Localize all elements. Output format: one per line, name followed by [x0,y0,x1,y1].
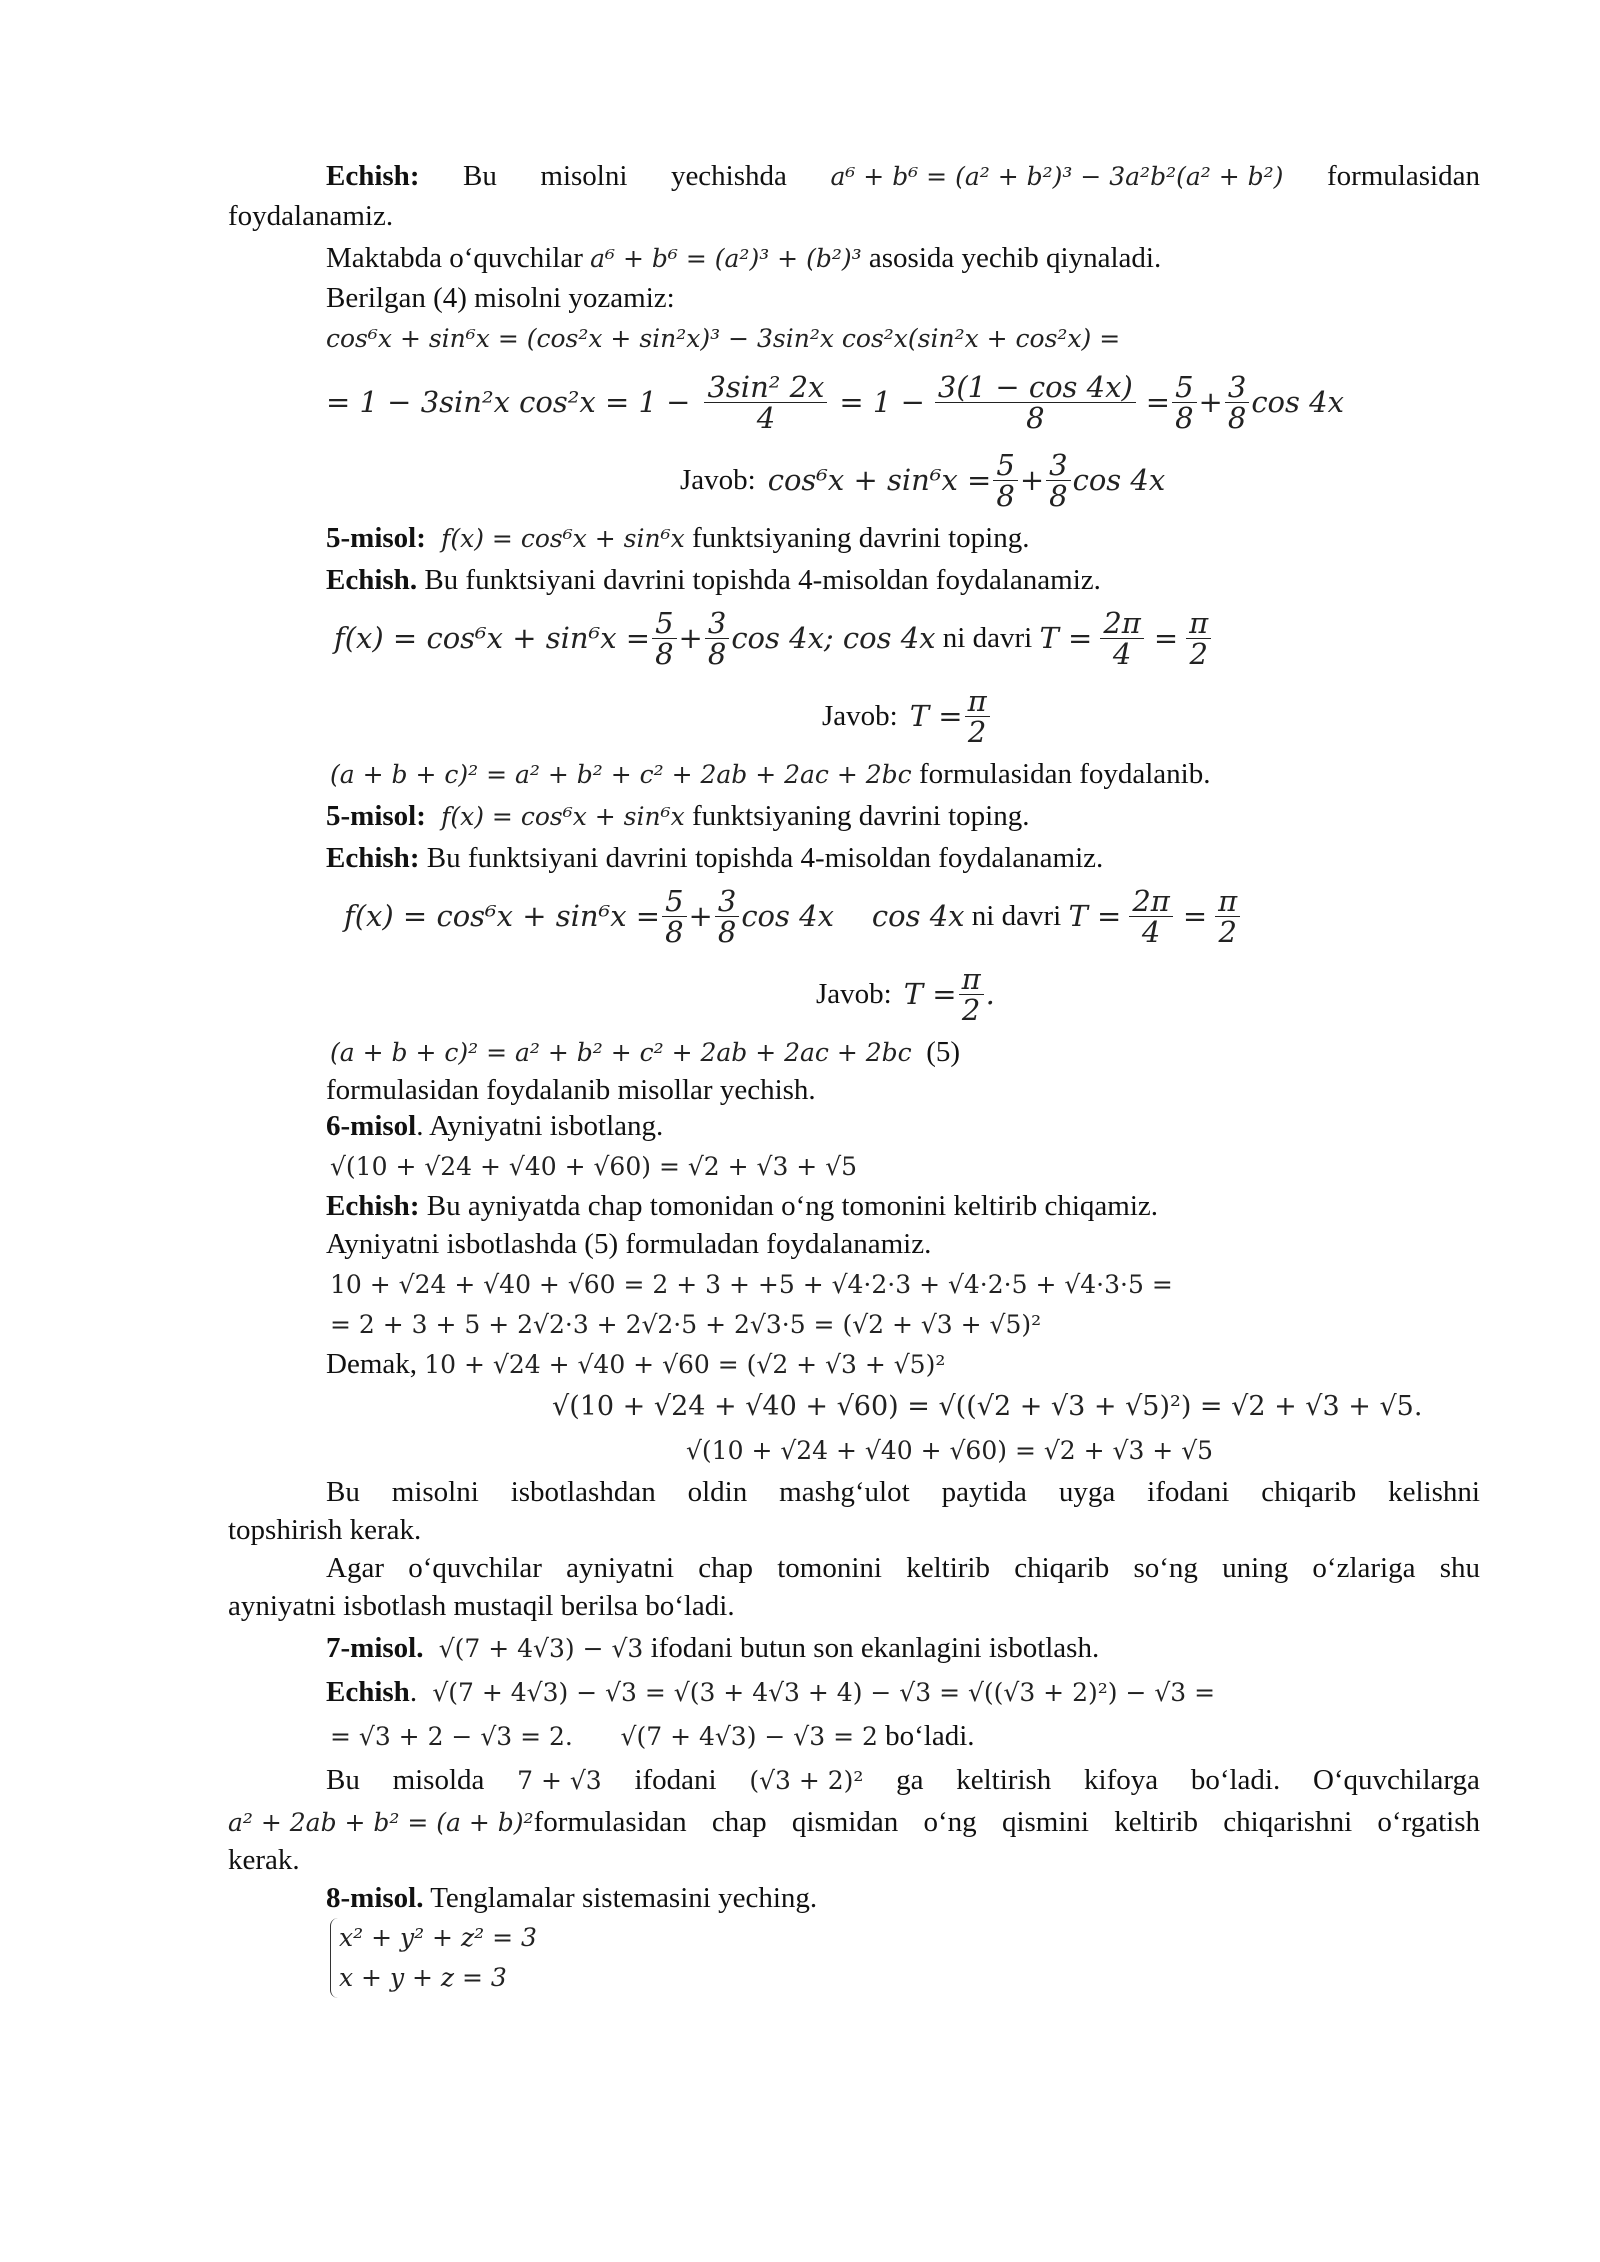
text: Bu funktsiyani davrini topishda 4-misoldan foydalanamiz. [417,564,1101,596]
fraction [662,883,686,949]
denominator: 8 [707,636,727,671]
denominator: 8 [1049,478,1068,513]
formula: T = [909,699,963,733]
fraction [959,961,984,1027]
numerator: 5 [1172,372,1196,403]
word: Bu [463,160,497,192]
numerator: 3sin² 2x [704,372,827,403]
formula: = 2 + 3 + 5 + 2√2·3 + 2√2·5 + 2√3·5 = (√2 + √3 + √5)² [330,1310,1042,1339]
formula: cos 4x; cos 4x [731,621,936,655]
answer-line [822,678,992,754]
formula: √(7 + 4√3) − √3 [438,1634,644,1663]
paragraph-line: Ayniyatni isbotlashda (5) formuladan foydalanamiz. [326,1228,932,1260]
answer-label: Javob: [816,978,892,1010]
formula: f(x) = cos⁶x + sin⁶x = [334,621,651,655]
formula: + [688,899,713,933]
text: ni davri [935,622,1040,654]
fraction [1186,605,1211,671]
denominator: 8 [1175,400,1194,435]
numerator: 5 [993,450,1017,481]
formula: . [985,977,995,1011]
numerator: π [959,964,984,995]
equation-system [330,1918,537,1998]
word: keltirish [956,1764,1052,1796]
formula: = 1 − [839,385,925,419]
word: formulasidan [1326,160,1480,192]
paragraph-line: Berilgan (4) misolni yozamiz: [326,282,675,314]
fraction [1172,369,1196,435]
formula: 7 + √3 [517,1766,602,1795]
fraction [1129,883,1173,949]
paragraph-line [326,1880,817,1916]
formula: cos 4x [871,899,965,933]
formula-line [330,1148,857,1185]
paragraph-line [326,1630,1099,1667]
numerator: 5 [652,608,676,639]
text: formulasidan foydalanib. [911,758,1211,790]
numerator: 2π [1129,886,1173,917]
formula: + [1019,463,1045,497]
paragraph-line [326,1108,663,1144]
numerator: π [965,686,990,717]
formula: (a + b + c)² = a² + b² + c² + 2ab + 2ac + 2bc [330,1038,912,1067]
denominator: 8 [665,914,684,949]
numerator: π [1186,608,1211,639]
text: Bu ayniyatda chap tomonidan o‘ng tomonini keltirib chiqamiz. [419,1190,1159,1222]
text: bo‘ladi. [877,1720,975,1752]
numerator: 3(1 − cos 4x) [935,372,1136,403]
fraction [1100,605,1144,671]
formula: a⁶ + b⁶ = (a²)³ + (b²)³ [590,244,862,273]
paragraph-line [228,1804,1480,1841]
formula: √(7 + 4√3) − √3 = √(3 + 4√3 + 4) − √3 = √((√3 + 2)²) − √3 = [432,1678,1216,1707]
text: Tenglamalar sistemasini yeching. [423,1882,818,1914]
denominator: 8 [996,478,1015,513]
paragraph-line: formulasidan foydalanib misollar yechish. [326,1074,816,1106]
formula: cos 4x [741,899,834,933]
text: funktsiyaning davrini toping. [684,800,1030,832]
denominator: 2 [961,992,981,1027]
formula: a² + 2ab + b² = (a + b)² [228,1808,534,1837]
paragraph-line: kerak. [228,1844,300,1876]
formula: (a + b + c)² = a² + b² + c² + 2ab + 2ac + 2bc [330,760,912,789]
text: ifodani butun son ekanlagini isbotlash. [643,1632,1100,1664]
formula-line [326,364,1344,440]
formula: T = [1039,621,1093,655]
formula: f(x) = cos⁶x + sin⁶x [441,802,685,831]
bold-lead: 7-misol. [326,1632,424,1664]
word: bo‘ladi. [1190,1764,1281,1796]
denominator: 2 [1189,636,1208,671]
formula: a⁶ + b⁶ = (a² + b²)³ − 3a²b²(a² + b²) [830,162,1284,191]
paragraph-line [326,158,1480,195]
numerator: 3 [715,886,739,917]
fraction [704,369,827,435]
paragraph-line [330,1034,960,1071]
answer-label: Javob: [822,700,898,732]
denominator: 4 [756,400,776,435]
fraction [715,883,739,949]
formula: + [1198,385,1223,419]
paragraph-line: ayniyatni isbotlash mustaqil berilsa bo‘ladi. [228,1590,735,1622]
formula: f(x) = cos⁶x + sin⁶x = [344,899,661,933]
formula: = [1153,621,1179,655]
paragraph-line: foydalanamiz. [228,200,394,232]
fraction [965,683,990,749]
equation-number: (5) [911,1036,961,1068]
formula: T = [903,977,957,1011]
paragraph-line [326,240,1161,277]
answer-line [680,442,1165,518]
bold-lead: Echish [326,1676,410,1708]
formula: f(x) = cos⁶x + sin⁶x [441,524,685,553]
formula: 10 + √24 + √40 + √60 = 2 + 3 + +5 + √4·2·3 + √4·2·5 + √4·3·5 = [330,1270,1173,1299]
paragraph-line [326,1188,1158,1224]
text: funktsiyaning davrini toping. [684,522,1030,554]
denominator: 8 [717,914,737,949]
formula: cos 4x [1072,463,1166,497]
denominator: 8 [1026,400,1045,435]
bold-lead: 6-misol [326,1110,417,1142]
text: asosida yechib qiynaladi. [861,242,1162,274]
formula: = [1182,899,1208,933]
numerator: 3 [1046,450,1070,481]
denominator: 8 [1227,400,1247,435]
formula-line [330,1266,1173,1303]
formula: 10 + √24 + √40 + √60 = (√2 + √3 + √5)² [424,1350,946,1379]
formula: = 1 − 3sin²x cos²x = 1 − [326,385,691,419]
formula: = √3 + 2 − √3 = 2. √(7 + 4√3) − √3 = 2 [330,1722,878,1751]
formula: T = [1068,899,1122,933]
fraction [1215,883,1240,949]
fraction [1046,447,1070,513]
formula: √(10 + √24 + √40 + √60) = √2 + √3 + √5 [330,1152,858,1181]
paragraph-line: Bu misolni isbotlashdan oldin mashg‘ulot paytida uyga ifodani chiqarib kelishni [326,1476,1480,1508]
fraction [1225,369,1249,435]
bold-lead: Echish: [326,1190,420,1222]
paragraph-line [326,1762,1480,1799]
text: . Ayniyatni isbotlang. [416,1110,664,1142]
bold-lead: 5-misol: [326,522,426,554]
numerator: 2π [1100,608,1144,639]
denominator: 2 [967,714,987,749]
answer-line [816,956,995,1032]
word: ifodani [634,1764,717,1796]
paragraph-line [326,840,1103,876]
text: Demak, [326,1348,425,1380]
equation: x + y + z = 3 [339,1963,507,1992]
word: Bu [326,1764,360,1796]
formula-line [686,1432,1213,1469]
formula: = [1145,385,1171,419]
system-brace [330,1918,537,1998]
bold-lead: 5-misol: [326,800,426,832]
paragraph-line [326,1674,1215,1711]
paragraph-line [326,798,1029,835]
bold-lead: Echish. [326,564,418,596]
text: Bu funktsiyani davrini topishda 4-misoldan foydalanamiz. [419,842,1104,874]
formula-line [334,600,1213,676]
numerator: 3 [705,608,729,639]
formula: cos 4x [1251,385,1344,419]
text: . [409,1676,418,1708]
fraction [652,605,676,671]
word: misolda [392,1764,485,1796]
text: ni davri [964,900,1069,932]
paragraph-line [326,562,1101,598]
fraction [993,447,1017,513]
word: O‘quvchilarga [1312,1764,1480,1796]
fraction [705,605,729,671]
bold-lead: 8-misol. [326,1882,424,1914]
fraction [935,369,1136,435]
paragraph-line [326,520,1029,557]
answer-label: Javob: [680,464,756,496]
denominator: 4 [1112,636,1132,671]
denominator: 8 [655,636,674,671]
formula-line [344,878,1242,954]
paragraph-line: Agar o‘quvchilar ayniyatni chap tomonini keltirib chiqarib so‘ng uning o‘zlariga shu [326,1552,1480,1584]
word: ga [896,1764,924,1796]
formula: √(10 + √24 + √40 + √60) = √2 + √3 + √5 [686,1436,1214,1465]
word: misolni [540,160,628,192]
formula: cos⁶x + sin⁶x = [767,463,992,497]
formula: cos⁶x + sin⁶x = (cos²x + sin²x)³ − 3sin²x cos²x(sin²x + cos²x) = [326,324,1121,353]
numerator: π [1215,886,1240,917]
word: kifoya [1084,1764,1159,1796]
text: Maktabda o‘quvchilar [326,242,591,274]
denominator: 4 [1141,914,1161,949]
numerator: 3 [1225,372,1249,403]
bold-lead: Echish: [326,842,420,874]
word: yechishda [670,160,787,192]
denominator: 2 [1218,914,1237,949]
bold-lead: Echish: [326,160,420,192]
paragraph-line [330,756,1210,793]
formula: (√3 + 2)² [749,1766,864,1795]
formula-line [552,1388,1422,1425]
paragraph-line: topshirish kerak. [228,1514,422,1546]
text: formulasidan chap qismidan o‘ng qismini keltirib chiqarishni o‘rgatish [533,1806,1480,1838]
formula-line [330,1306,1041,1343]
formula-line [326,320,1120,357]
formula: √(10 + √24 + √40 + √60) = √((√2 + √3 + √5)²) = √2 + √3 + √5. [552,1391,1423,1422]
equation: x² + y² + z² = 3 [339,1923,537,1952]
paragraph-line [330,1718,975,1755]
numerator: 5 [662,886,686,917]
formula: + [678,621,703,655]
paragraph-line [326,1346,945,1383]
